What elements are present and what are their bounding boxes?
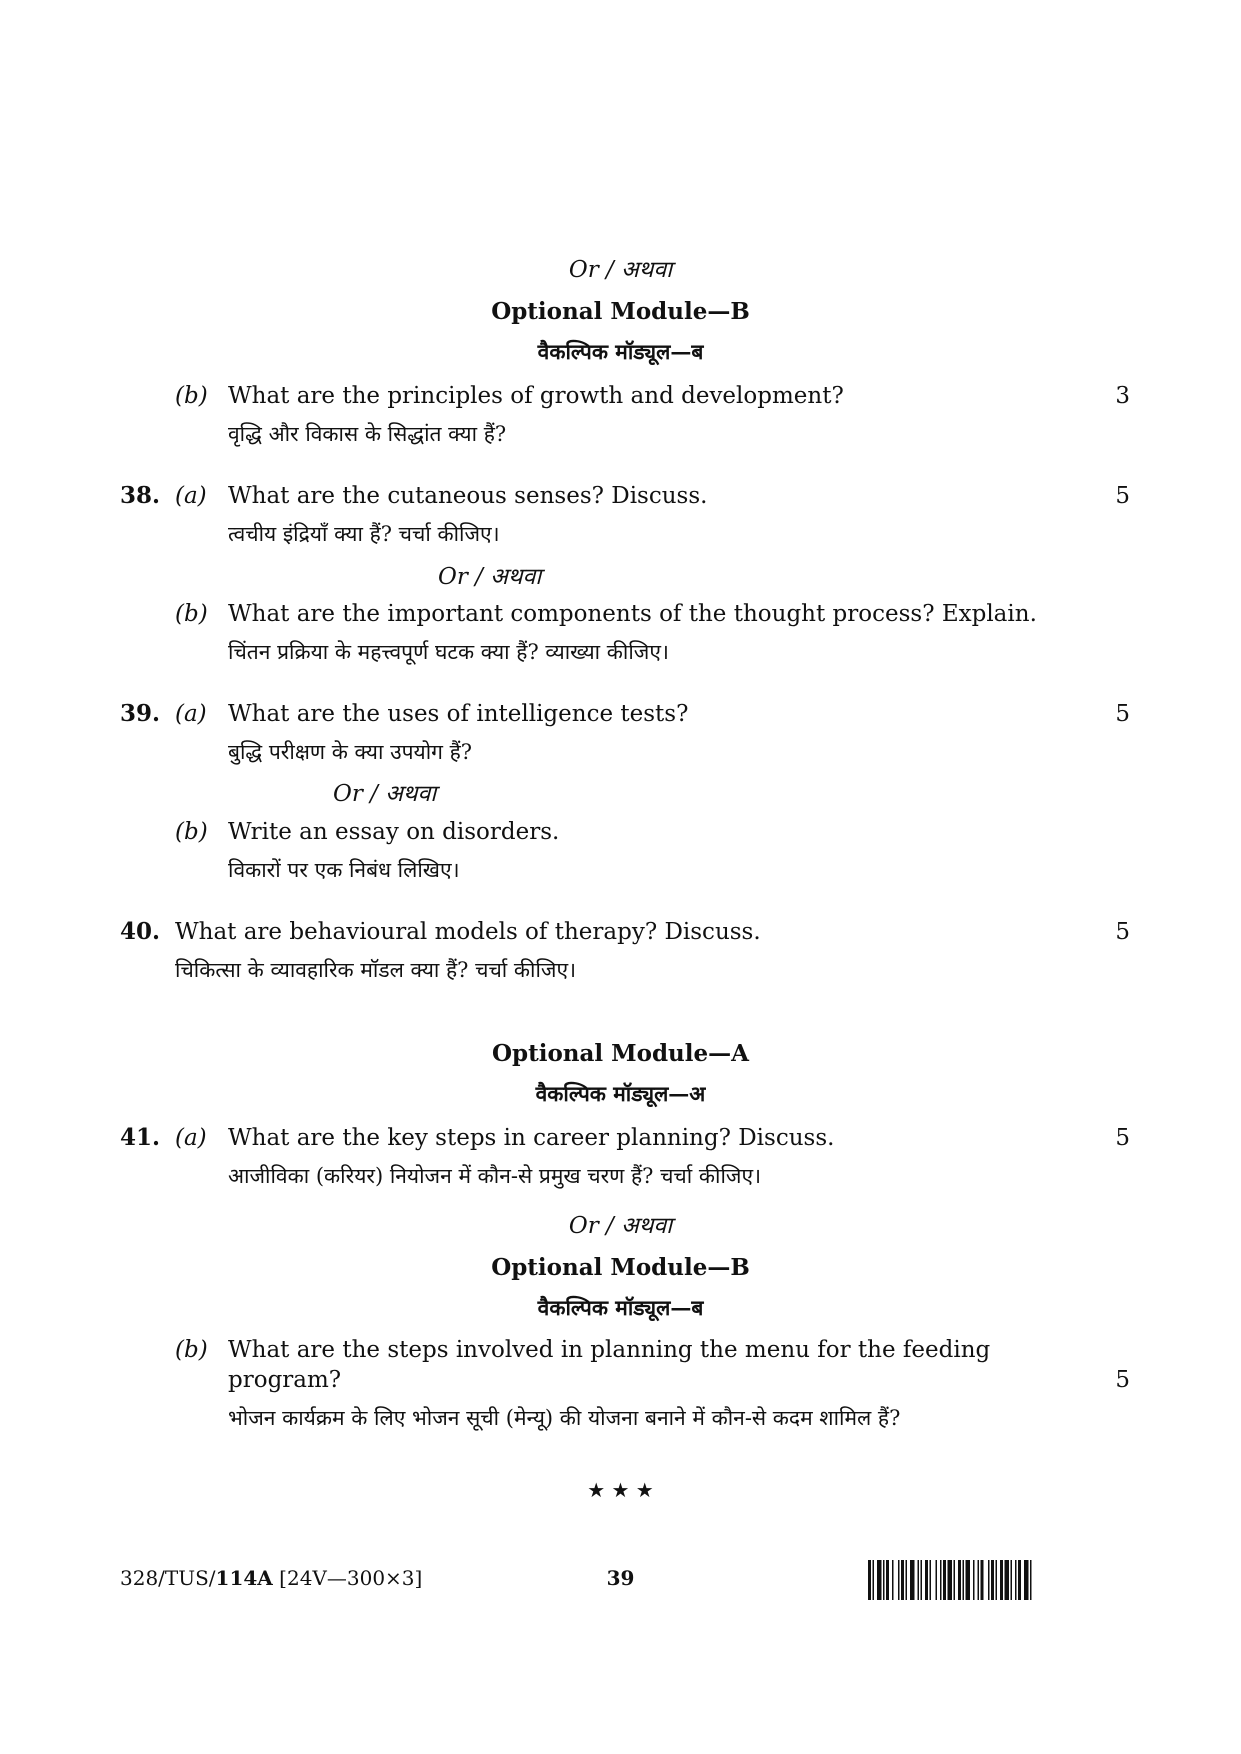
marks: 5: [1115, 919, 1130, 945]
paper-code-prefix: 328/TUS/: [120, 1566, 216, 1590]
question-text-hindi: विकारों पर एक निबंध लिखिए।: [228, 858, 460, 882]
or-divider: Or / अथवा: [438, 564, 542, 590]
question-number: 40.: [120, 918, 161, 945]
subpart-label: (a): [175, 701, 207, 727]
marks: 5: [1115, 1367, 1130, 1393]
question-text: What are the key steps in career planning? Discuss.: [228, 1125, 835, 1151]
paper-code-suffix: [24V—300×3]: [272, 1566, 423, 1590]
module-title: Optional Module—A: [491, 1040, 749, 1067]
or-divider: Or / अथवा: [568, 1213, 673, 1239]
question-text: What are the uses of intelligence tests?: [228, 701, 689, 727]
question-text-continued: program?: [228, 1367, 342, 1393]
paper-code-bold: 114A: [215, 1566, 273, 1590]
end-of-paper-stars: ★ ★ ★: [587, 1478, 654, 1502]
subpart-label: (b): [175, 819, 208, 845]
question-number: 41.: [120, 1124, 161, 1151]
subpart-label: (a): [175, 483, 207, 509]
question-text: What are the principles of growth and development?: [228, 383, 844, 409]
or-divider: Or / अथवा: [333, 781, 437, 807]
marks: 5: [1115, 1125, 1130, 1151]
subpart-label: (a): [175, 1125, 207, 1151]
or-divider: Or / अथवा: [568, 257, 673, 283]
question-text-hindi: चिकित्सा के व्यावहारिक मॉडल क्या हैं? चर्चा कीजिए।: [175, 958, 577, 982]
question-text-hindi: आजीविका (करियर) नियोजन में कौन-से प्रमुख चरण हैं? चर्चा कीजिए।: [228, 1164, 762, 1188]
question-text-hindi: भोजन कार्यक्रम के लिए भोजन सूची (मेन्यू) की योजना बनाने में कौन-से कदम शामिल हैं?: [228, 1406, 901, 1430]
question-text: What are the steps involved in planning the menu for the feeding: [228, 1337, 991, 1363]
question-number: 38.: [120, 482, 161, 509]
module-title-hindi: वैकल्पिक मॉड्यूल—ब: [537, 1295, 704, 1320]
module-title-hindi: वैकल्पिक मॉड्यूल—अ: [535, 1081, 706, 1106]
question-text: What are behavioural models of therapy? Discuss.: [175, 919, 761, 945]
barcode: [868, 1560, 1130, 1600]
question-text-hindi: वृद्धि और विकास के सिद्धांत क्या हैं?: [228, 422, 507, 446]
question-text-hindi: बुद्धि परीक्षण के क्या उपयोग हैं?: [228, 740, 473, 764]
question-text: Write an essay on disorders.: [228, 819, 560, 845]
module-title-hindi: वैकल्पिक मॉड्यूल—ब: [537, 339, 704, 364]
subpart-label: (b): [175, 601, 208, 627]
question-text: What are the cutaneous senses? Discuss.: [228, 483, 708, 509]
marks: 5: [1115, 701, 1130, 727]
marks: 3: [1115, 383, 1130, 409]
subpart-label: (b): [175, 383, 208, 409]
page-number: 39: [606, 1566, 635, 1590]
question-text: What are the important components of the thought process? Explain.: [228, 601, 1037, 627]
subpart-label: (b): [175, 1337, 208, 1363]
marks: 5: [1115, 483, 1130, 509]
question-text-hindi: त्वचीय इंद्रियाँ क्या हैं? चर्चा कीजिए।: [228, 522, 500, 546]
module-title: Optional Module—B: [491, 1254, 750, 1281]
module-title: Optional Module—B: [491, 298, 750, 325]
question-text-hindi: चिंतन प्रक्रिया के महत्त्वपूर्ण घटक क्या हैं? व्याख्या कीजिए।: [228, 640, 669, 664]
question-number: 39.: [120, 700, 161, 727]
